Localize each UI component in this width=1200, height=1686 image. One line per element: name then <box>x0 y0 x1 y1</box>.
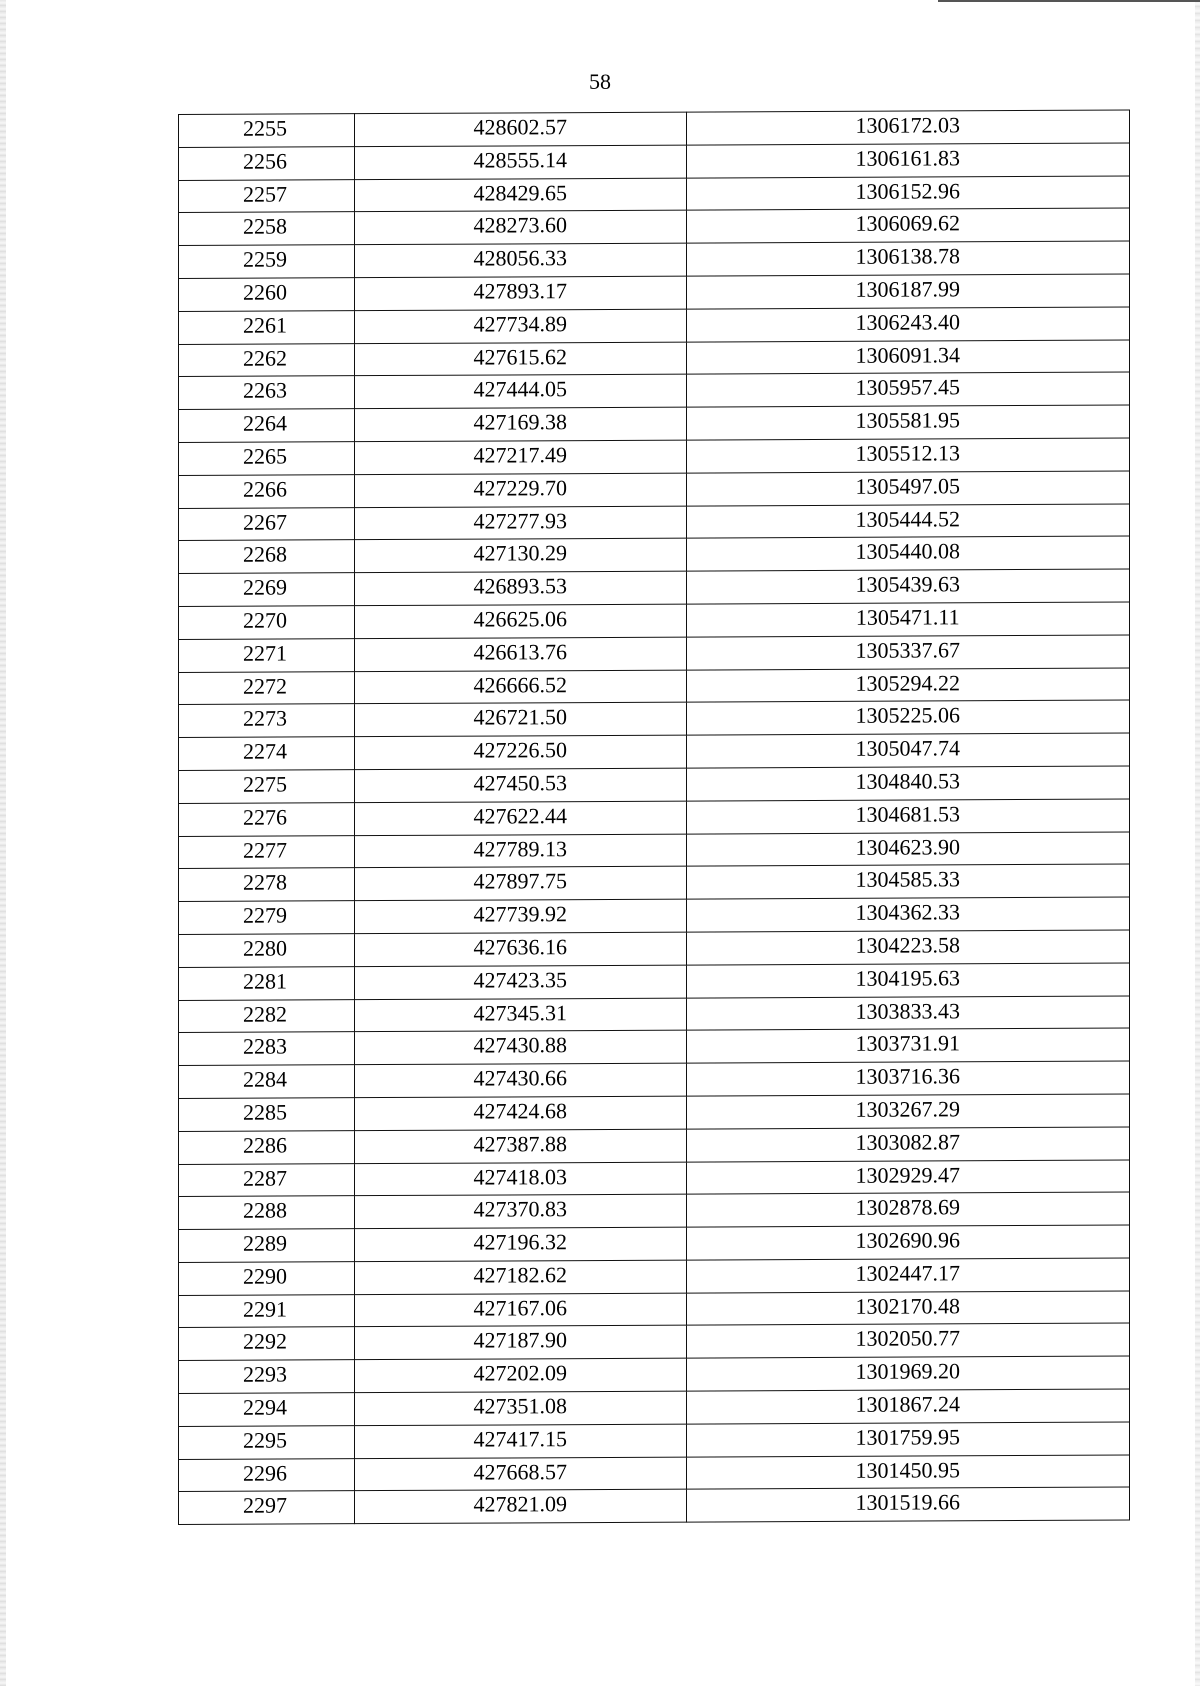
y-coordinate-cell: 1305444.52 <box>686 504 1129 539</box>
x-coordinate-cell: 427351.08 <box>354 1391 686 1425</box>
y-coordinate-cell: 1304223.58 <box>686 930 1129 965</box>
point-id-cell: 2256 <box>179 146 355 180</box>
y-coordinate-cell: 1302050.77 <box>686 1324 1129 1359</box>
table-row <box>179 1225 1130 1262</box>
table-row <box>179 832 1130 869</box>
x-coordinate-cell: 427226.50 <box>354 735 686 769</box>
table-row <box>179 569 1130 606</box>
table-row <box>179 996 1130 1033</box>
y-coordinate-cell: 1305337.67 <box>686 635 1129 670</box>
point-id-cell: 2291 <box>179 1294 355 1328</box>
x-coordinate-cell: 427430.66 <box>354 1063 686 1097</box>
point-id-cell: 2277 <box>179 835 355 869</box>
x-coordinate-cell: 427893.17 <box>354 276 686 310</box>
x-coordinate-cell: 427821.09 <box>354 1490 686 1524</box>
y-coordinate-cell: 1306161.83 <box>686 143 1129 178</box>
x-coordinate-cell: 426625.06 <box>354 604 686 638</box>
table-row <box>179 1160 1130 1197</box>
page-number: 58 <box>589 69 611 94</box>
table-row <box>179 864 1130 901</box>
x-coordinate-cell: 428273.60 <box>354 210 686 244</box>
y-coordinate-cell: 1304362.33 <box>686 897 1129 932</box>
table-row <box>179 930 1130 967</box>
point-id-cell: 2267 <box>179 507 355 541</box>
point-id-cell: 2274 <box>179 737 355 771</box>
x-coordinate-cell: 427430.88 <box>354 1030 686 1064</box>
y-coordinate-cell: 1306091.34 <box>686 340 1129 375</box>
x-coordinate-cell: 427229.70 <box>354 473 686 507</box>
y-coordinate-cell: 1304681.53 <box>686 799 1129 834</box>
table-row <box>179 1291 1130 1328</box>
table-row <box>179 176 1130 213</box>
table-row <box>179 1455 1130 1492</box>
point-id-cell: 2284 <box>179 1065 355 1099</box>
x-coordinate-cell: 427615.62 <box>354 342 686 376</box>
y-coordinate-cell: 1306172.03 <box>686 110 1129 145</box>
point-id-cell: 2283 <box>179 1032 355 1066</box>
point-id-cell: 2270 <box>179 606 355 640</box>
x-coordinate-cell: 427387.88 <box>354 1129 686 1163</box>
x-coordinate-cell: 427423.35 <box>354 965 686 999</box>
y-coordinate-cell: 1301519.66 <box>686 1487 1129 1522</box>
y-coordinate-cell: 1302929.47 <box>686 1160 1129 1195</box>
table-row <box>179 307 1130 344</box>
x-coordinate-cell: 427217.49 <box>354 440 686 474</box>
x-coordinate-cell: 428056.33 <box>354 243 686 277</box>
point-id-cell: 2266 <box>179 474 355 508</box>
x-coordinate-cell: 428602.57 <box>354 112 686 146</box>
y-coordinate-cell: 1302447.17 <box>686 1258 1129 1293</box>
point-id-cell: 2262 <box>179 343 355 377</box>
point-id-cell: 2259 <box>179 245 355 279</box>
point-id-cell: 2269 <box>179 573 355 607</box>
table-row <box>179 1487 1130 1524</box>
x-coordinate-cell: 427187.90 <box>354 1326 686 1360</box>
y-coordinate-cell: 1303082.87 <box>686 1127 1129 1162</box>
y-coordinate-cell: 1305512.13 <box>686 438 1129 473</box>
y-coordinate-cell: 1301969.20 <box>686 1356 1129 1391</box>
y-coordinate-cell: 1301867.24 <box>686 1389 1129 1424</box>
table-row <box>179 1061 1130 1098</box>
point-id-cell: 2280 <box>179 934 355 968</box>
table-row <box>179 1258 1130 1295</box>
point-id-cell: 2275 <box>179 770 355 804</box>
table-row <box>179 1127 1130 1164</box>
table-row <box>179 700 1130 737</box>
table-row <box>179 733 1130 770</box>
y-coordinate-cell: 1306069.62 <box>686 208 1129 243</box>
point-id-cell: 2292 <box>179 1327 355 1361</box>
y-coordinate-cell: 1301450.95 <box>686 1455 1129 1490</box>
table-row <box>179 241 1130 278</box>
y-coordinate-cell: 1304585.33 <box>686 864 1129 899</box>
point-id-cell: 2257 <box>179 179 355 213</box>
x-coordinate-cell: 428429.65 <box>354 178 686 212</box>
y-coordinate-cell: 1306243.40 <box>686 307 1129 342</box>
x-coordinate-cell: 428555.14 <box>354 145 686 179</box>
y-coordinate-cell: 1303267.29 <box>686 1094 1129 1129</box>
x-coordinate-cell: 427636.16 <box>354 932 686 966</box>
coordinate-table-body <box>179 110 1130 1525</box>
table-row <box>179 635 1130 672</box>
y-coordinate-cell: 1305440.08 <box>686 536 1129 571</box>
y-coordinate-cell: 1305957.45 <box>686 372 1129 407</box>
x-coordinate-cell: 427169.38 <box>354 407 686 441</box>
y-coordinate-cell: 1303716.36 <box>686 1061 1129 1096</box>
table-row <box>179 1356 1130 1393</box>
y-coordinate-cell: 1305471.11 <box>686 602 1129 637</box>
y-coordinate-cell: 1304195.63 <box>686 963 1129 998</box>
point-id-cell: 2289 <box>179 1229 355 1263</box>
table-row <box>179 536 1130 573</box>
table-row <box>179 274 1130 311</box>
point-id-cell: 2293 <box>179 1360 355 1394</box>
x-coordinate-cell: 427167.06 <box>354 1293 686 1327</box>
y-coordinate-cell: 1302690.96 <box>686 1225 1129 1260</box>
point-id-cell: 2282 <box>179 999 355 1033</box>
table-row <box>179 405 1130 442</box>
x-coordinate-cell: 427182.62 <box>354 1260 686 1294</box>
x-coordinate-cell: 426666.52 <box>354 670 686 704</box>
point-id-cell: 2285 <box>179 1098 355 1132</box>
y-coordinate-cell: 1304840.53 <box>686 766 1129 801</box>
table-row <box>179 1192 1130 1229</box>
y-coordinate-cell: 1301759.95 <box>686 1422 1129 1457</box>
point-id-cell: 2297 <box>179 1491 355 1525</box>
y-coordinate-cell: 1305225.06 <box>686 700 1129 735</box>
point-id-cell: 2276 <box>179 802 355 836</box>
x-coordinate-cell: 427202.09 <box>354 1358 686 1392</box>
table-row <box>179 438 1130 475</box>
x-coordinate-cell: 427668.57 <box>354 1457 686 1491</box>
table-row <box>179 766 1130 803</box>
x-coordinate-cell: 427739.92 <box>354 899 686 933</box>
y-coordinate-cell: 1305047.74 <box>686 733 1129 768</box>
table-row <box>179 1094 1130 1131</box>
x-coordinate-cell: 427897.75 <box>354 866 686 900</box>
x-coordinate-cell: 427277.93 <box>354 506 686 540</box>
top-rule-line <box>938 0 1200 2</box>
x-coordinate-cell: 427450.53 <box>354 768 686 802</box>
coordinate-table <box>178 110 1130 1526</box>
x-coordinate-cell: 427196.32 <box>354 1227 686 1261</box>
table-row <box>179 1028 1130 1065</box>
point-id-cell: 2288 <box>179 1196 355 1230</box>
table-row <box>179 602 1130 639</box>
point-id-cell: 2278 <box>179 868 355 902</box>
table-row <box>179 1389 1130 1426</box>
x-coordinate-cell: 427130.29 <box>354 538 686 572</box>
table-row <box>179 668 1130 705</box>
point-id-cell: 2295 <box>179 1426 355 1460</box>
table-row <box>179 1324 1130 1361</box>
y-coordinate-cell: 1302170.48 <box>686 1291 1129 1326</box>
y-coordinate-cell: 1306187.99 <box>686 274 1129 309</box>
table-row <box>179 963 1130 1000</box>
table-row <box>179 504 1130 541</box>
point-id-cell: 2279 <box>179 901 355 935</box>
point-id-cell: 2263 <box>179 376 355 410</box>
point-id-cell: 2271 <box>179 638 355 672</box>
table-row <box>179 897 1130 934</box>
scan-left-edge <box>0 0 6 1686</box>
table-row <box>179 1422 1130 1459</box>
x-coordinate-cell: 427417.15 <box>354 1424 686 1458</box>
point-id-cell: 2296 <box>179 1458 355 1492</box>
point-id-cell: 2281 <box>179 966 355 1000</box>
point-id-cell: 2286 <box>179 1130 355 1164</box>
x-coordinate-cell: 427345.31 <box>354 998 686 1032</box>
table-row <box>179 372 1130 409</box>
x-coordinate-cell: 427622.44 <box>354 801 686 835</box>
x-coordinate-cell: 427444.05 <box>354 374 686 408</box>
y-coordinate-cell: 1305581.95 <box>686 405 1129 440</box>
y-coordinate-cell: 1306138.78 <box>686 241 1129 276</box>
point-id-cell: 2290 <box>179 1262 355 1296</box>
x-coordinate-cell: 426613.76 <box>354 637 686 671</box>
table-row <box>179 799 1130 836</box>
point-id-cell: 2255 <box>179 114 355 148</box>
y-coordinate-cell: 1305439.63 <box>686 569 1129 604</box>
point-id-cell: 2268 <box>179 540 355 574</box>
x-coordinate-cell: 426721.50 <box>354 702 686 736</box>
point-id-cell: 2265 <box>179 442 355 476</box>
table-row <box>179 340 1130 377</box>
x-coordinate-cell: 427418.03 <box>354 1162 686 1196</box>
point-id-cell: 2273 <box>179 704 355 738</box>
point-id-cell: 2260 <box>179 278 355 312</box>
table-row <box>179 143 1130 180</box>
point-id-cell: 2287 <box>179 1163 355 1197</box>
point-id-cell: 2258 <box>179 212 355 246</box>
y-coordinate-cell: 1305497.05 <box>686 471 1129 506</box>
x-coordinate-cell: 427370.83 <box>354 1194 686 1228</box>
point-id-cell: 2294 <box>179 1393 355 1427</box>
y-coordinate-cell: 1306152.96 <box>686 176 1129 211</box>
table-row <box>179 110 1130 147</box>
y-coordinate-cell: 1305294.22 <box>686 668 1129 703</box>
y-coordinate-cell: 1303731.91 <box>686 1028 1129 1063</box>
point-id-cell: 2264 <box>179 409 355 443</box>
x-coordinate-cell: 426893.53 <box>354 571 686 605</box>
x-coordinate-cell: 427789.13 <box>354 834 686 868</box>
point-id-cell: 2261 <box>179 310 355 344</box>
y-coordinate-cell: 1303833.43 <box>686 996 1129 1031</box>
y-coordinate-cell: 1304623.90 <box>686 832 1129 867</box>
table-row <box>179 208 1130 245</box>
x-coordinate-cell: 427734.89 <box>354 309 686 343</box>
y-coordinate-cell: 1302878.69 <box>686 1192 1129 1227</box>
table-row <box>179 471 1130 508</box>
scan-right-edge <box>1195 0 1200 1686</box>
point-id-cell: 2272 <box>179 671 355 705</box>
x-coordinate-cell: 427424.68 <box>354 1096 686 1130</box>
